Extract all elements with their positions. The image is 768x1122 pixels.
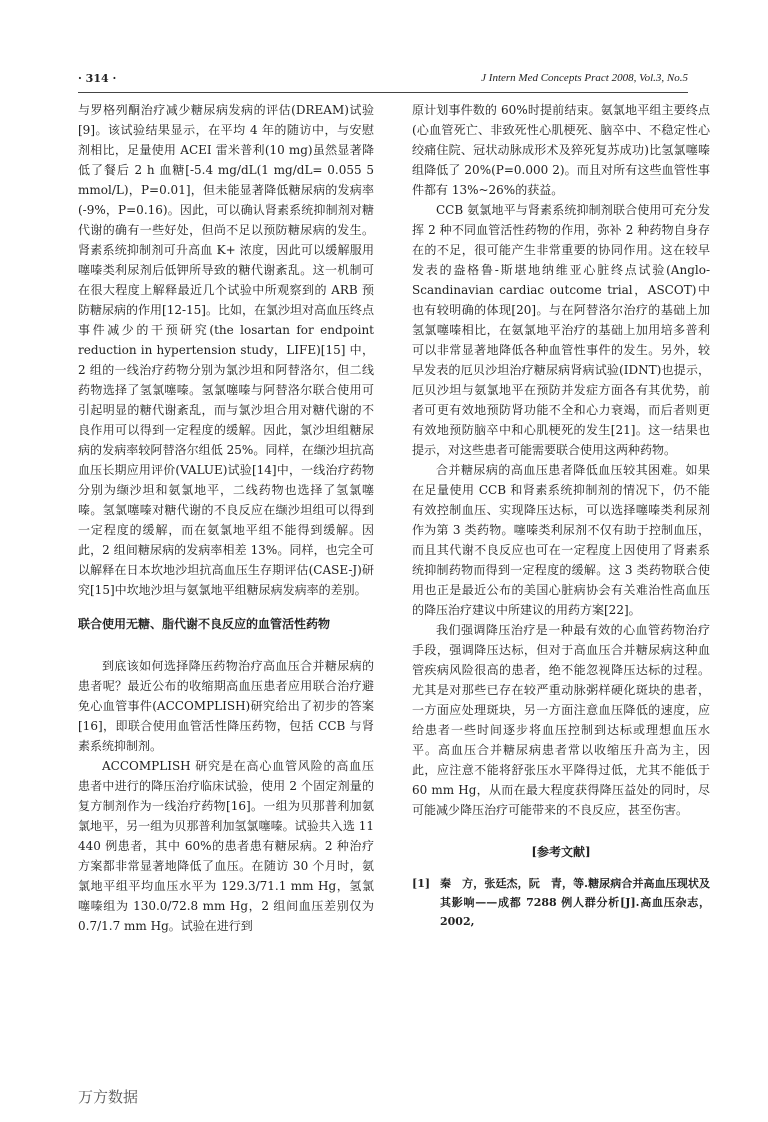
page-number: · 314 ·: [78, 72, 117, 85]
page-header: [78, 72, 688, 93]
journal-citation: J Intern Med Concepts Pract 2008, Vol.3, No.5: [481, 72, 688, 84]
section-heading: 联合使用无糖、脂代谢不良反应的血管活性药物: [78, 617, 331, 631]
references-heading: [参考文献]: [531, 845, 591, 859]
paragraph: ACCOMPLISH 研究是在高心血管风险的高血压患者中进行的降压治疗临床试验，使用 2 个固定剂量的复方制剂作为一线治疗药物[16]。一组为贝那普利加氨氯地平，另一组为贝那普利加氢氯噻嗪。试验共入选 11 440 例患者，其中 60%的患者患有糖尿病。2 种治疗方案都非常显著地降低了血压。在随访 30 个月时，氨氯地平组平均血压水平为 129.3/71.1 mm Hg，氢氯噻嗪组为 130.0/72.8 mm Hg，2 组间血压差别仅为 0.7/1.7 mm Hg。试验在进行到: [78, 759, 374, 933]
paragraph: 到底该如何选择降压药物治疗高血压合并糖尿病的患者呢？最近公布的收缩期高血压患者应用联合治疗避免心血管事件(ACCOMPLISH)研究给出了初步的答案[16]，即联合使用血管活性降压药物，包括 CCB 与肾素系统抑制剂。: [78, 659, 374, 753]
reference-text: 秦 方，张廷杰，阮 青，等.糖尿病合并高血压现状及其影响——成都 7288 例人群分析[J].高血压杂志，2002,: [440, 877, 710, 928]
reference-number: [1]: [412, 877, 431, 890]
right-column: [412, 100, 710, 931]
paragraph: 我们强调降压治疗是一种最有效的心血管药物治疗手段，强调降压达标，但对于高血压合并糖尿病这种血管疾病风险很高的患者，绝不能忽视降压达标的过程。尤其是对那些已存在较严重动脉粥样硬化斑块的患者，一方面应处理斑块，另一方面注意血压降低的速度，应给患者一些时间逐步将血压控制到达标或理想血压水平。高血压合并糖尿病患者常以收缩压升高为主，因此，应注意不能将舒张压水平降得过低，尤其不能低于 60 mm Hg，从而在最大程度获得降压益处的同时，尽可能减少降压治疗可能带来的不良反应，甚至伤害。: [412, 623, 710, 817]
reference-item: [412, 874, 710, 931]
watermark: 万方数据: [78, 1088, 139, 1106]
paragraph: 与罗格列酮治疗减少糖尿病发病的评估(DREAM)试验[9]。该试验结果显示，在平均 4 年的随访中，与安慰剂相比，足量使用 ACEI 雷米普利(10 mg)虽然显著降低了餐后 2 h 血糖[-5.4 mg/dL(1 mg/dL= 0.055 5 mmol/L)，P=0.01]，但未能显著降低糖尿病的发病率(-9%，P=0.16)。因此，可以确认肾素系统抑制剂对糖代谢的确有一些好处，但尚不足以预防糖尿病的发生。肾素系统抑制剂可升高血 K+ 浓度，因此可以缓解服用噻嗪类利尿剂后低钾所导致的糖代谢紊乱。这一机制可在很大程度上解释最近几个试验中所观察到的 ARB 预防糖尿病的作用[12-15]。比如，在氯沙坦对高血压终点事件减少的干预研究(the losartan for endpoint reduction in hypertension study，LIFE)[15] 中，2 组的一线治疗药物分别为氯沙坦和阿替洛尔，但二线药物选择了氢氯噻嗪。氢氯噻嗪与阿替洛尔联合使用可引起明显的糖代谢紊乱，而与氯沙坦合用对糖代谢的不良作用可以得到一定程度的缓解。因此，氯沙坦组糖尿病的发病率较阿替洛尔组低 25%。同样，在缬沙坦抗高血压长期应用评价(VALUE)试验[14]中，一线治疗药物分别为缬沙坦和氨氯地平，二线药物也选择了氢氯噻嗪。氢氯噻嗪对糖代谢的不良反应在缬沙坦组可以得到一定程度的缓解，而在氨氯地平组不能得到缓解。因此，2 组间糖尿病的发病率相差 13%。同样，也完全可以解释在日本坎地沙坦抗高血压生存期评估(CASE-J)研究[15]中坎地沙坦与氨氯地平组糖尿病发病率的差别。: [78, 103, 374, 597]
left-column: [78, 100, 374, 936]
paragraph: CCB 氨氯地平与肾素系统抑制剂联合使用可充分发挥 2 种不同血管活性药物的作用，弥补 2 种药物自身存在的不足，很可能产生非常重要的协同作用。这在较早发表的盎格鲁-斯堪地纳维亚心脏终点试验(Anglo-Scandinavian cardiac outcome trial，ASCOT)中也有较明确的体现[20]。与在阿替洛尔治疗的基础上加氢氯噻嗪相比，在氨氯地平治疗的基础上加用培多普利可以非常显著地降低各种血管性事件的发生。另外，较早发表的厄贝沙坦治疗糖尿病肾病试验(IDNT)也提示，厄贝沙坦与氨氯地平在预防并发症方面各有其优势，前者可更有效地预防肾功能不全和心力衰竭，而后者则更有效地预防脑卒中和心肌梗死的发生[21]。这一结果也提示，对这些患者可能需要联合使用这两种药物。: [412, 203, 710, 457]
paragraph: 原计划事件数的 60%时提前结束。氨氯地平组主要终点(心血管死亡、非致死性心肌梗死、脑卒中、不稳定性心绞痛住院、冠状动脉成形术及猝死复苏成功)比氢氯噻嗪组降低了 20%(P=0.000 2)。而且对所有这些血管性事件都有 13%~26%的获益。: [412, 103, 710, 197]
paragraph: 合并糖尿病的高血压患者降低血压较其困难。如果在足量使用 CCB 和肾素系统抑制剂的情况下，仍不能有效控制血压、实现降压达标，可以选择噻嗪类利尿剂作为第 3 类药物。噻嗪类利尿剂不仅有助于控制血压，而且其代谢不良反应也可在一定程度上因使用了肾素系统抑制药物而得到一定程度的缓解。这 3 类药物联合使用也正是最近公布的美国心脏病协会有关难治性高血压的降压治疗建议中所建议的用药方案[22]。: [412, 463, 710, 617]
